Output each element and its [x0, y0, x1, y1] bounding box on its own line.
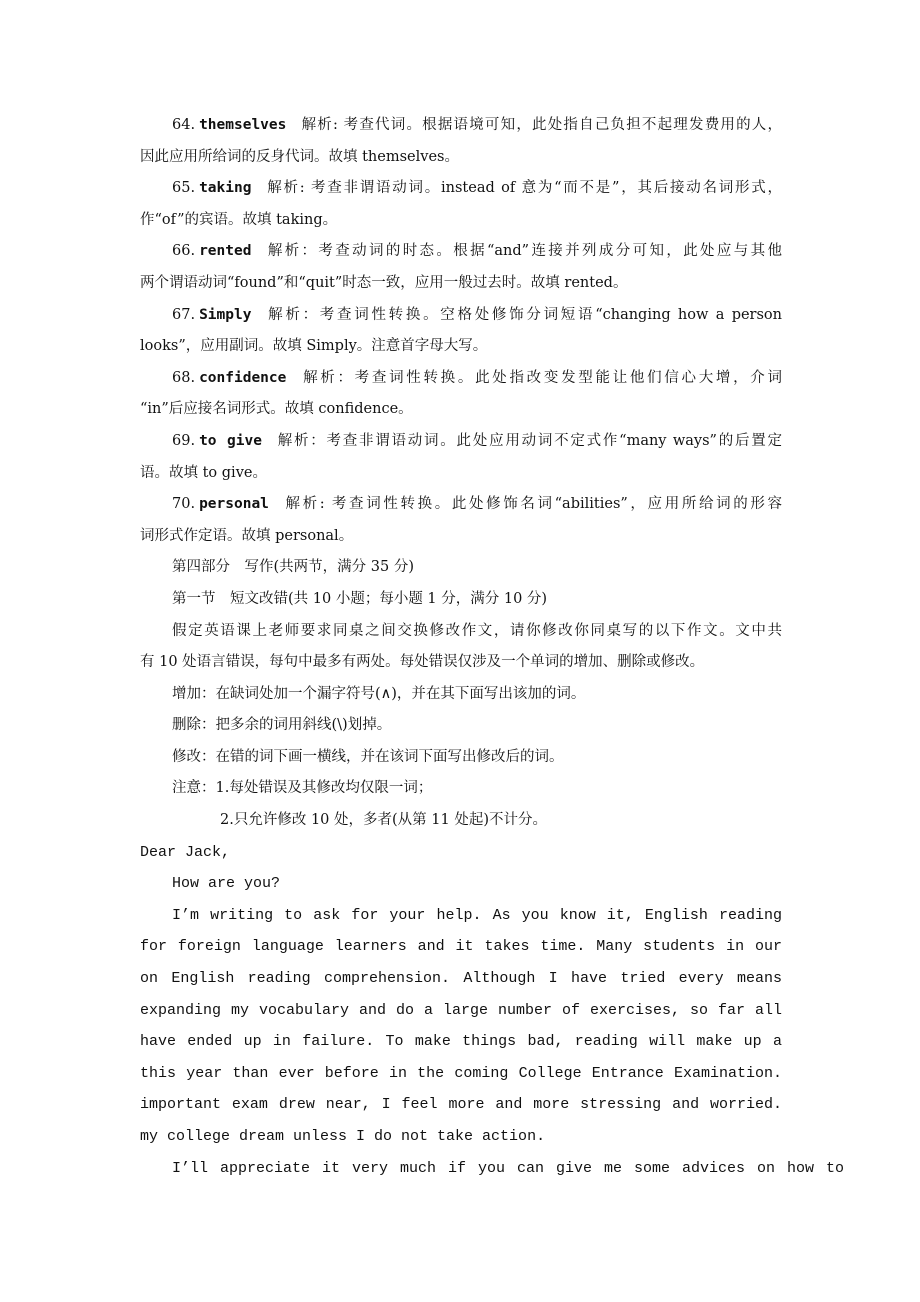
letter-line: have ended up in failure. To make things bad, reading will make up a — [140, 1033, 782, 1051]
rule-add: 增加：在缺词处加一个漏字符号(∧)，并在其下面写出该加的词。 — [172, 685, 586, 702]
letter-line: on English reading comprehension. Although I have tried every means — [140, 970, 782, 988]
answer-number: 66. — [172, 243, 196, 260]
document-page — [140, 110, 844, 1184]
answer-number: 64. — [172, 117, 196, 133]
answer-line — [140, 300, 782, 332]
letter-greeting: Dear Jack, — [140, 843, 231, 861]
explanation-text: 因此应用所给词的反身代词。故填 themselves。 — [140, 148, 459, 165]
explanation-text: 解析：考查词性转换。此处指改变发型能让他们信心大增，介词 — [300, 369, 782, 386]
answer-line — [140, 110, 782, 142]
explanation-text: 解析: 考查代词。根据语境可知，此处指自己负担不起理发费用的人， — [300, 117, 782, 133]
letter-opening: How are you? — [172, 875, 281, 893]
letter-line: expanding my vocabulary and do a large number of exercises, so far all — [140, 1001, 782, 1019]
answer-word: confidence — [199, 369, 287, 386]
letter-line: this year than ever before in the coming College Entrance Examination. — [140, 1064, 782, 1082]
answer-line — [140, 489, 782, 521]
part-heading: 第四部分 写作(共两节，满分 35 分) — [172, 559, 414, 576]
answer-line — [140, 521, 782, 553]
answer-number: 65. — [172, 180, 196, 197]
explanation-text: 解析：考查动词的时态。根据“and”连接并列成分可知，此处应与其他 — [265, 243, 782, 260]
letter-line: I’m writing to ask for your help. As you know it, English reading — [172, 906, 782, 924]
explanation-text: 解析：考查词性转换。空格处修饰分词短语“changing how a person — [265, 306, 782, 323]
answer-word: to give — [199, 432, 262, 449]
explanation-text: 解析: 考查非谓语动词。instead of 意为“而不是”，其后接动名词形式， — [265, 180, 782, 197]
explanation-text: 词形式作定语。故填 personal。 — [140, 527, 354, 544]
answer-word: taking — [199, 180, 252, 197]
section-heading: 第一节 短文改错(共 10 小题；每小题 1 分，满分 10 分) — [172, 590, 548, 607]
answer-word: personal — [199, 496, 269, 513]
explanation-text: 作“of”的宾语。故填 taking。 — [140, 211, 338, 228]
answer-number: 70. — [172, 496, 196, 513]
answer-line — [140, 142, 782, 174]
answer-line — [140, 458, 782, 490]
note-1: 注意：1.每处错误及其修改均仅限一词； — [172, 780, 433, 797]
answer-number: 68. — [172, 369, 196, 386]
answer-line — [140, 236, 782, 268]
answer-line — [140, 394, 782, 426]
answer-line — [140, 205, 782, 237]
instruction-line: 有 10 处语言错误，每句中最多有两处。每处错误仅涉及一个单词的增加、删除或修改。 — [140, 654, 705, 671]
explanation-text: 两个谓语动词“found”和“quit”时态一致，应用一般过去时。故填 rented。 — [140, 274, 628, 291]
rule-modify: 修改：在错的词下画一横线，并在该词下面写出修改后的词。 — [172, 748, 564, 765]
explanation-text: 语。故填 to give。 — [140, 464, 267, 481]
answer-line — [140, 268, 782, 300]
letter-line: for foreign language learners and it takes time. Many students in our — [140, 938, 782, 956]
letter-line: important exam drew near, I feel more and more stressing and worried. — [140, 1096, 782, 1114]
answer-line — [140, 173, 782, 205]
answer-word: Simply — [199, 306, 252, 323]
letter-line: my college dream unless I do not take action. — [140, 1128, 546, 1145]
note-2: 2.只允许修改 10 处，多者(从第 11 处起)不计分。 — [220, 812, 547, 829]
instruction-line: 假定英语课上老师要求同桌之间交换修改作文，请你修改你同桌写的以下作文。文中共 — [172, 622, 782, 639]
answer-word: rented — [199, 243, 252, 260]
answer-number: 67. — [172, 306, 196, 323]
explanation-text: 解析：考查非谓语动词。此处应用动词不定式作“many ways”的后置定 — [275, 432, 782, 449]
answer-word: themselves — [199, 117, 287, 133]
letter-line: I’ll appreciate it very much if you can give me some advices on how to — [172, 1159, 844, 1177]
explanation-text: “in”后应接名词形式。故填 confidence。 — [140, 401, 413, 418]
answer-number: 69. — [172, 432, 196, 449]
explanation-text: looks”，应用副词。故填 Simply。注意首字母大写。 — [140, 338, 488, 355]
rule-delete: 删除：把多余的词用斜线(\)划掉。 — [172, 717, 392, 734]
answer-line — [140, 331, 782, 363]
answer-line — [140, 426, 782, 458]
answer-line — [140, 363, 782, 395]
explanation-text: 解析: 考查词性转换。此处修饰名词“abilities”，应用所给词的形容 — [282, 496, 782, 513]
